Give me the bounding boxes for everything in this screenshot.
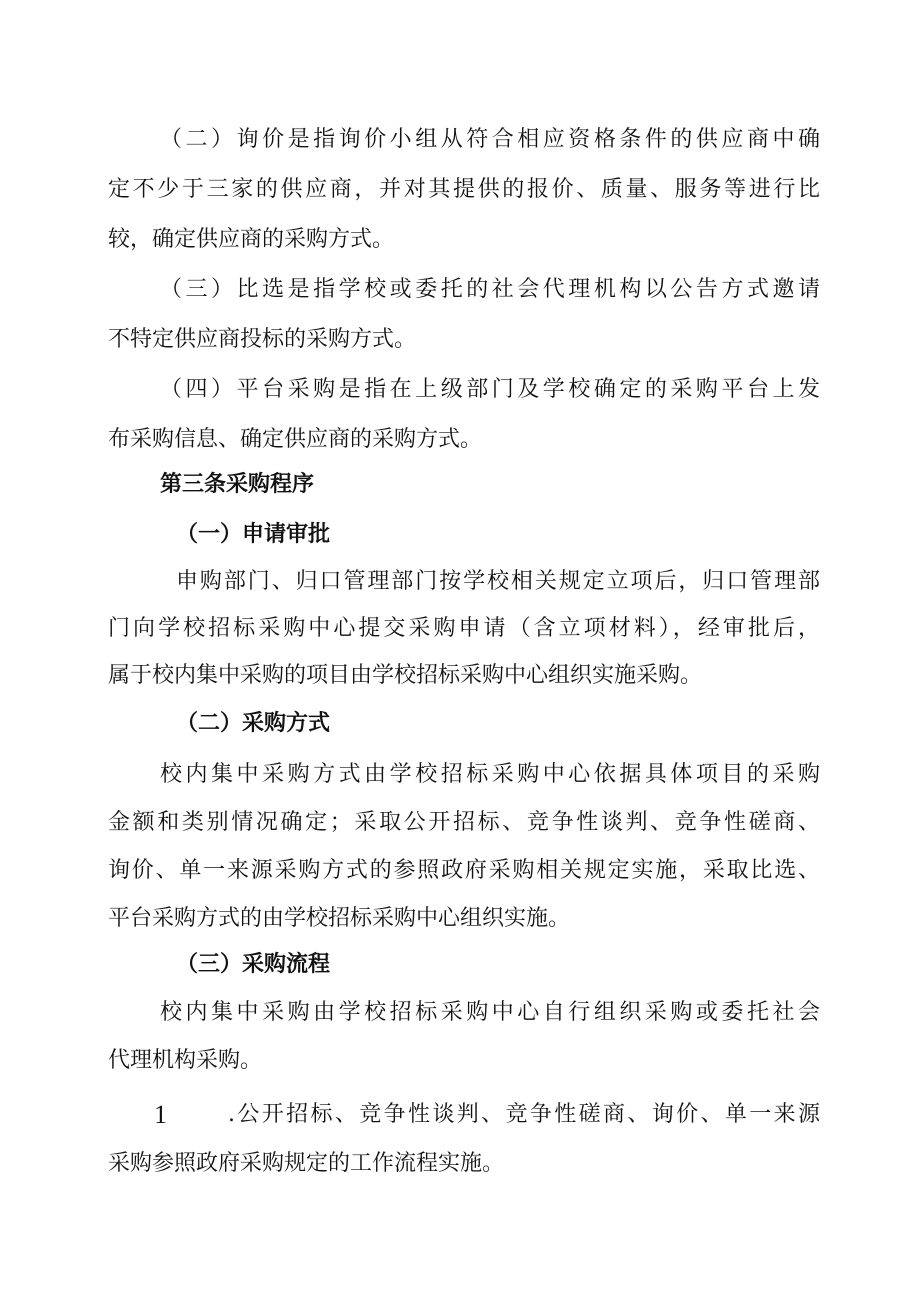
- section-process-heading: （三）采购流程: [176, 952, 331, 977]
- list-item-1-line-2: 采购参照政府采购规定的工作流程实施。: [108, 1151, 505, 1176]
- section-application-heading: （一）申请审批: [176, 522, 331, 547]
- paragraph-comparison-line-1: （三）比选是指学校或委托的社会代理机构以公告方式邀请: [160, 277, 820, 302]
- list-item-number: 1: [154, 1100, 167, 1129]
- paragraph-platform-line-2: 布采购信息、确定供应商的采购方式。: [108, 427, 483, 452]
- paragraph-application-line-2: 门向学校招标采购中心提交采购申请（含立项材料），经审批后，: [108, 616, 820, 641]
- paragraph-inquiry-line-3: 较，确定供应商的采购方式。: [108, 227, 395, 252]
- paragraph-method-line-2: 金额和类别情况确定；采取公开招标、竞争性谈判、竞争性磋商、: [108, 810, 820, 835]
- paragraph-process-line-2: 代理机构采购。: [108, 1048, 263, 1073]
- paragraph-application-line-3: 属于校内集中采购的项目由学校招标采购中心组织实施采购。: [108, 663, 703, 688]
- paragraph-platform-line-1: （四）平台采购是指在上级部门及学校确定的采购平台上发: [160, 377, 820, 402]
- article-3-heading: 第三条采购程序: [160, 472, 315, 497]
- paragraph-inquiry-line-2: 定不少于三家的供应商，并对其提供的报价、质量、服务等进行比: [108, 177, 820, 202]
- paragraph-application-line-1: 申购部门、归口管理部门按学校相关规定立项后，归口管理部: [176, 569, 820, 594]
- paragraph-method-line-3: 询价、单一来源采购方式的参照政府采购相关规定实施，采取比选、: [108, 858, 820, 883]
- list-item-1-line-1: .公开招标、竞争性谈判、竞争性磋商、询价、单一来源: [228, 1102, 820, 1127]
- paragraph-method-line-4: 平台采购方式的由学校招标采购中心组织实施。: [108, 906, 571, 931]
- section-method-heading: （二）采购方式: [176, 711, 331, 736]
- paragraph-process-line-1: 校内集中采购由学校招标采购中心自行组织采购或委托社会: [160, 1000, 820, 1025]
- paragraph-method-line-1: 校内集中采购方式由学校招标采购中心依据具体项目的采购: [160, 762, 820, 787]
- paragraph-comparison-line-2: 不特定供应商投标的采购方式。: [108, 327, 417, 352]
- paragraph-inquiry-line-1: （二）询价是指询价小组从符合相应资格条件的供应商中确: [160, 127, 820, 152]
